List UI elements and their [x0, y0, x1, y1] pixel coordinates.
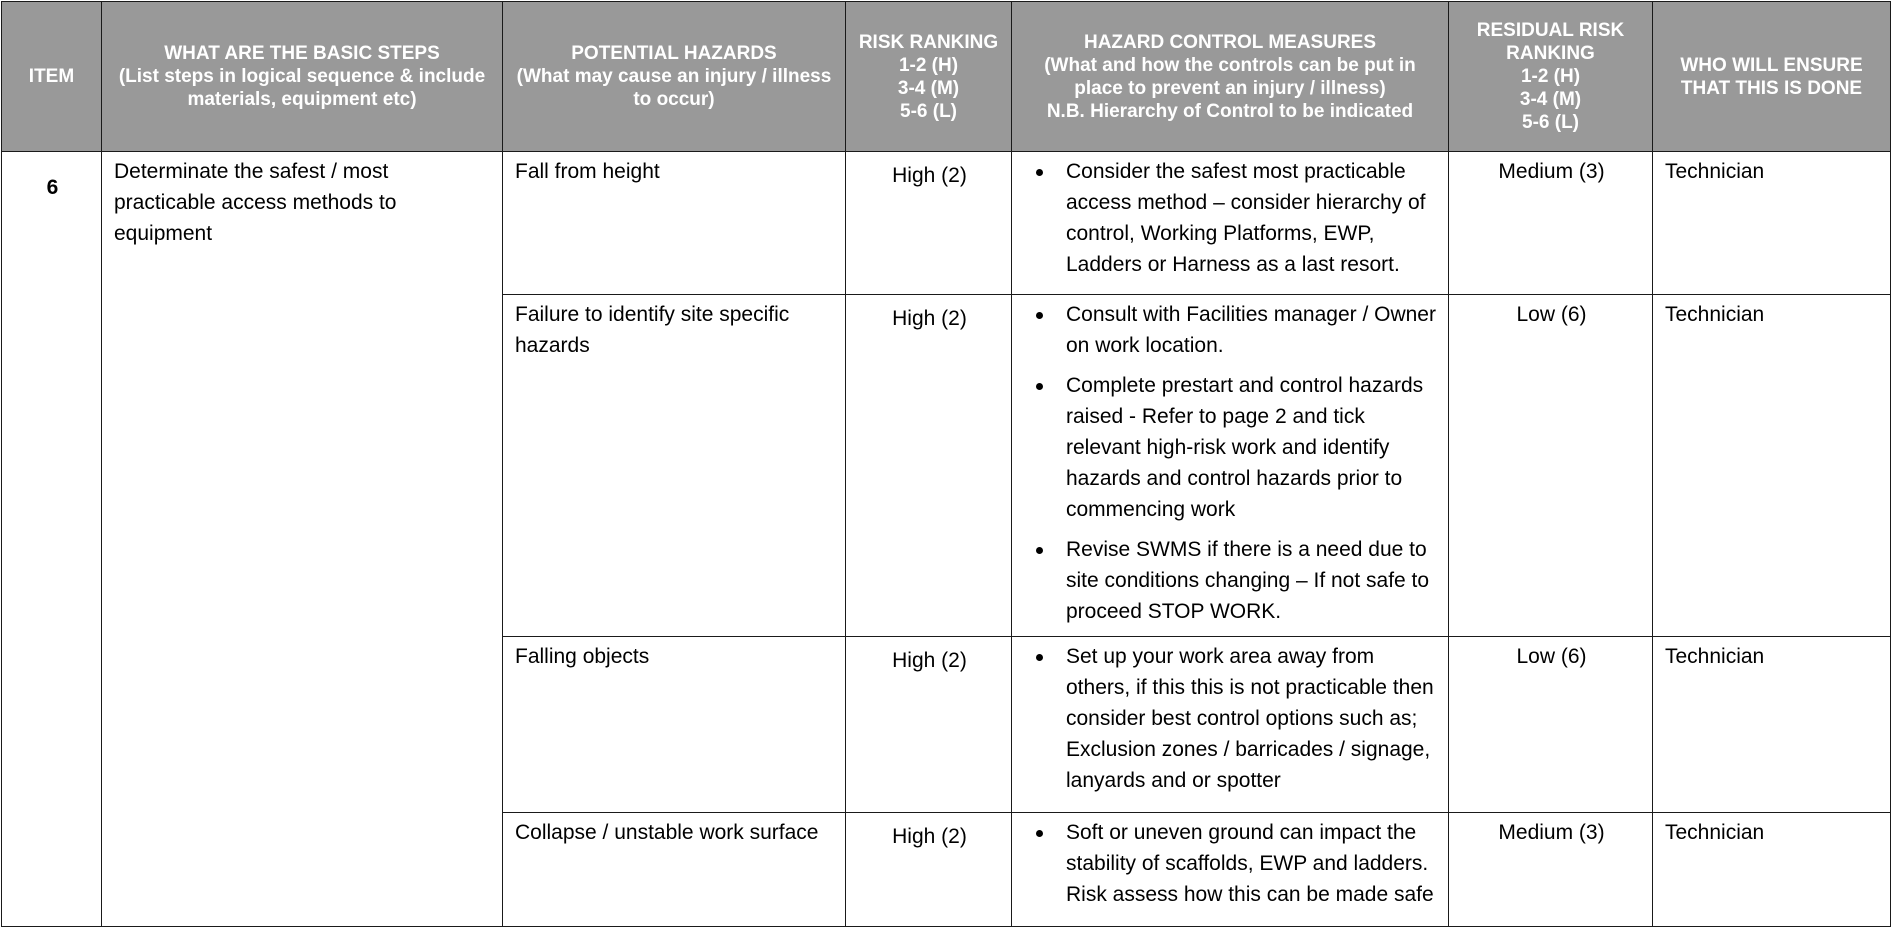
header-row — [2, 2, 1891, 152]
control-list — [1022, 641, 1440, 796]
control-measures-cell — [1012, 152, 1449, 295]
control-measures-cell — [1012, 813, 1449, 927]
hazard-cell: Falling objects — [503, 637, 846, 813]
control-list — [1022, 817, 1440, 910]
control-list — [1022, 299, 1440, 627]
control-item: Complete prestart and control hazards raised - Refer to page 2 and tick relevant high-risk work and identify hazards and control hazards prior to commencing work — [1022, 370, 1440, 525]
hazard-cell: Fall from height — [503, 152, 846, 295]
hazard-cell: Collapse / unstable work surface — [503, 813, 846, 927]
header-potential-hazards: POTENTIAL HAZARDS (What may cause an injury / illness to occur) — [503, 2, 846, 152]
control-item: Soft or uneven ground can impact the stability of scaffolds, EWP and ladders. Risk assess how this can be made safe — [1022, 817, 1440, 910]
residual-risk-cell: Medium (3) — [1449, 813, 1653, 927]
responsible-cell: Technician — [1653, 152, 1891, 295]
residual-risk-cell: Medium (3) — [1449, 152, 1653, 295]
responsible-cell: Technician — [1653, 813, 1891, 927]
item-number: 6 — [2, 152, 102, 927]
risk-ranking-cell: High (2) — [846, 295, 1012, 637]
control-item: Consult with Facilities manager / Owner on work location. — [1022, 299, 1440, 361]
control-item: Revise SWMS if there is a need due to site conditions changing – If not safe to proceed STOP WORK. — [1022, 534, 1440, 627]
risk-ranking-cell: High (2) — [846, 813, 1012, 927]
risk-ranking-cell: High (2) — [846, 152, 1012, 295]
responsible-cell: Technician — [1653, 295, 1891, 637]
header-who-ensures: WHO WILL ENSURE THAT THIS IS DONE — [1653, 2, 1891, 152]
risk-ranking-cell: High (2) — [846, 637, 1012, 813]
control-measures-cell — [1012, 637, 1449, 813]
control-list — [1022, 156, 1440, 280]
control-item: Consider the safest most practicable access method – consider hierarchy of control, Working Platforms, EWP, Ladders or Harness as a last resort. — [1022, 156, 1440, 280]
table-row — [2, 152, 1891, 295]
control-item: Set up your work area away from others, if this this is not practicable then consider best control options such as; Exclusion zones / barricades / signage, lanyards and or spotter — [1022, 641, 1440, 796]
header-basic-steps: WHAT ARE THE BASIC STEPS (List steps in logical sequence & include materials, equipment etc) — [102, 2, 503, 152]
swms-table — [1, 1, 1891, 927]
basic-step: Determinate the safest / most practicable access methods to equipment — [102, 152, 503, 927]
header-control-measures: HAZARD CONTROL MEASURES (What and how the controls can be put in place to prevent an injury / illness) N.B. Hierarchy of Control to be indicated — [1012, 2, 1449, 152]
control-measures-cell — [1012, 295, 1449, 637]
header-risk-ranking: RISK RANKING 1-2 (H) 3-4 (M) 5-6 (L) — [846, 2, 1012, 152]
residual-risk-cell: Low (6) — [1449, 637, 1653, 813]
header-residual-risk: RESIDUAL RISK RANKING 1-2 (H) 3-4 (M) 5-6 (L) — [1449, 2, 1653, 152]
responsible-cell: Technician — [1653, 637, 1891, 813]
header-item: ITEM — [2, 2, 102, 152]
hazard-cell: Failure to identify site specific hazards — [503, 295, 846, 637]
residual-risk-cell: Low (6) — [1449, 295, 1653, 637]
